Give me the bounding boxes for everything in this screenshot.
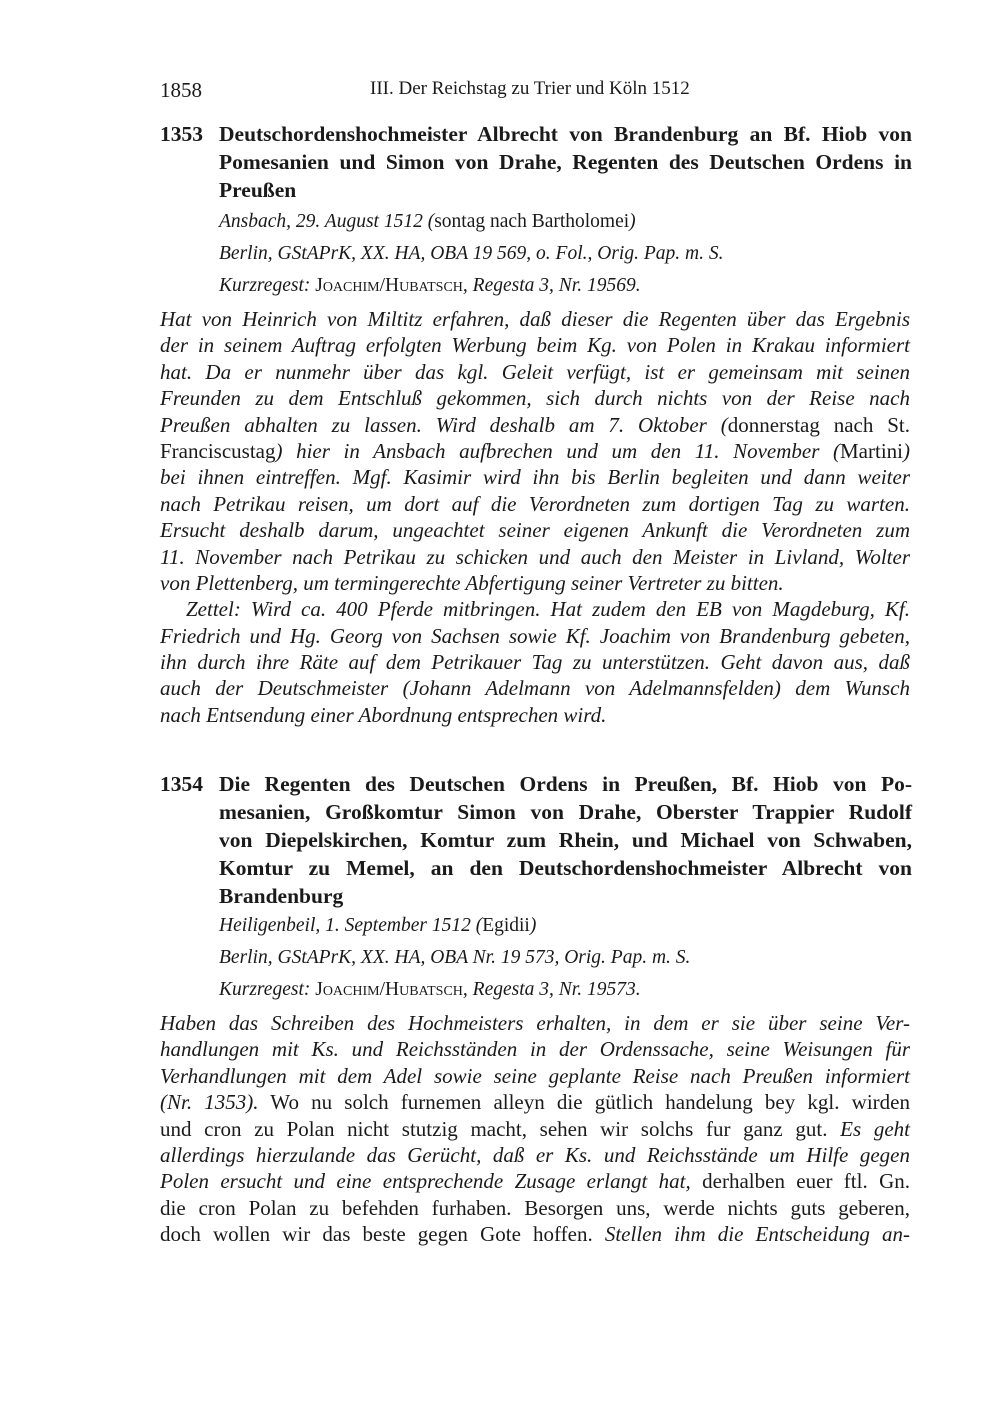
body-line: nach Entsendung einer Abordnung entsprechen wird. [160,702,607,727]
regest-line: Kurzregest: Joachim/Hubatsch, Regesta 3, Nr. 19569. [219,275,641,296]
body-line: von Plettenberg, um termingerechte Abfertigung seiner Vertreter zu bitten. [160,570,784,595]
heading-line: Brandenburg [219,884,344,908]
body-line: Friedrich und Hg. Georg von Sachsen sowie Kf. Joachim von Brandenburg gebeten, [160,623,910,648]
heading-line: von Diepelskirchen, Komtur zum Rhein, und Michael von Schwaben, [219,828,912,852]
body-line: Franciscustag) hier in Ansbach aufbrechen und um den 11. November (Martini) [160,438,910,463]
heading-line: Pomesanien und Simon von Drahe, Regenten des Deutschen Ordens in [219,150,912,174]
body-line: bei ihnen eintreffen. Mgf. Kasimir wird ihn bis Berlin begleiten und dann weiter [160,465,910,490]
heading-line: Komtur zu Memel, an den Deutschordenshochmeister Albrecht von [219,856,912,880]
body-line: die cron Polan zu befehden furhaben. Besorgen uns, werde nichts guts geberen, [160,1195,910,1220]
body-line: hat. Da er nunmehr über das kgl. Geleit verfügt, ist er gemeinsam mit seinen [160,359,910,384]
body-line: ihn durch ihre Räte auf dem Petrikauer Tag zu unterstützen. Geht davon aus, daß [160,650,910,675]
heading-line: Deutschordenshochmeister Albrecht von Brandenburg an Bf. Hiob von [219,122,912,146]
date-line: Heiligenbeil, 1. September 1512 (Egidii) [219,915,537,936]
body-line: 11. November nach Petrikau zu schicken und auch den Meister in Livland, Wolter [160,544,910,569]
body-line: Preußen abhalten zu lassen. Wird deshalb am 7. Oktober (donnerstag nach St. [160,412,911,437]
body-line: Polen ersucht und eine entsprechende Zusage erlangt hat, derhalben euer ftl. Gn. [160,1169,910,1194]
heading-line: mesanien, Großkomtur Simon von Drahe, Oberster Trappier Rudolf [219,800,912,824]
body-line: doch wollen wir das beste gegen Gote hoffen. Stellen ihm die Entscheidung an- [160,1222,910,1247]
source-line: Berlin, GStAPrK, XX. HA, OBA Nr. 19 573, Orig. Pap. m. S. [219,947,691,968]
heading-line: Die Regenten des Deutschen Ordens in Preußen, Bf. Hiob von Po- [219,772,912,796]
body-line: (Nr. 1353). Wo nu solch furnemen alleyn die gütlich handelung bey kgl. wirden [160,1090,910,1115]
entry-1353-meta [219,206,723,302]
entry-1354-body [160,1010,910,1248]
source-line: Berlin, GStAPrK, XX. HA, OBA 19 569, o. Fol., Orig. Pap. m. S. [219,243,724,264]
heading-line: Preußen [219,178,297,202]
entry-1354-heading [160,770,912,910]
body-line: handlungen mit Ks. und Reichsständen in der Ordenssache, seine Weisungen für [160,1037,910,1062]
body-line: Haben das Schreiben des Hochmeisters erhalten, in dem er sie über seine Ver- [160,1011,910,1035]
body-line: und cron zu Polan nicht stutzig macht, sehen wir solchs fur ganz gut. Es geht [160,1116,910,1141]
body-line: allerdings hierzulande das Gerücht, daß er Ks. und Reichsstände um Hilfe gegen [160,1142,910,1167]
running-head-title: III. Der Reichstag zu Trier und Köln 1512 [370,78,690,99]
entry-number: 1353 [160,122,203,146]
body-line: Freunden zu dem Entschluß gekommen, sich durch nichts von der Reise nach [160,386,910,411]
zettel-line: Zettel: Wird ca. 400 Pferde mitbringen. Hat zudem den EB von Magdeburg, Kf. [186,597,910,622]
body-line: Hat von Heinrich von Miltitz erfahren, daß dieser die Regenten über das Ergebnis [160,307,910,331]
body-line: der in seinem Auftrag erfolgten Werbung beim Kg. von Polen in Krakau informiert [160,333,910,358]
entry-1353-body [160,306,910,728]
running-head [160,78,910,108]
date-line: Ansbach, 29. August 1512 (sontag nach Bartholomei) [219,211,636,232]
entry-number: 1354 [160,772,203,796]
entry-1354-meta [219,910,690,1006]
body-line: Verhandlungen mit dem Adel sowie seine geplante Reise nach Preußen informiert [160,1063,910,1088]
regest-line: Kurzregest: Joachim/Hubatsch, Regesta 3, Nr. 19573. [219,979,641,1000]
entry-1353-heading [160,120,912,204]
body-line: nach Petrikau reisen, um dort auf die Verordneten zum dortigen Tag zu warten. [160,491,910,516]
body-line: Ersucht deshalb darum, ungeachtet seiner eigenen Ankunft die Verordneten zum [160,518,910,543]
page-number: 1858 [160,78,202,102]
body-line: auch der Deutschmeister (Johann Adelmann von Adelmannsfelden) dem Wunsch [160,676,910,701]
